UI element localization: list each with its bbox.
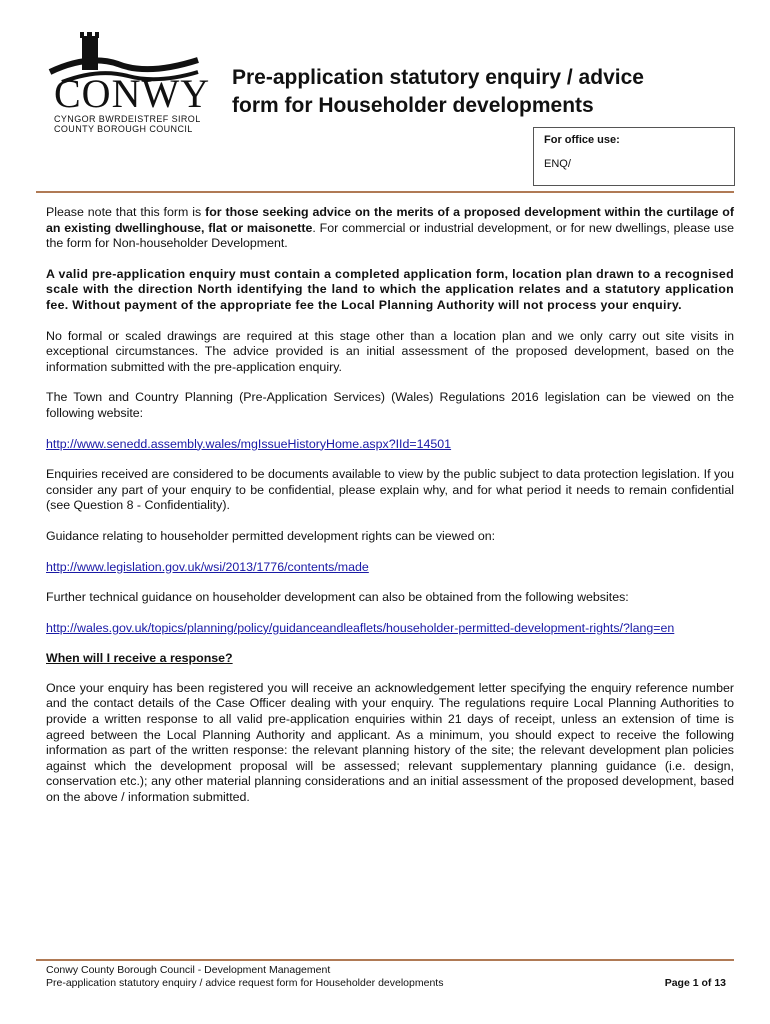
legislation-link[interactable]: http://www.legislation.gov.uk/wsi/2013/1776/contents/made [46, 559, 369, 574]
data-protection-paragraph: Enquiries received are considered to be documents available to view by the public subject to data protection legislation. If you consider any part of your enquiry to be confidential, please explain why, and for what period it needs to remain confidential (see Question 8 - Confidentiality). [46, 467, 734, 513]
title-line-2: form for Householder developments [232, 94, 594, 117]
response-heading: When will I receive a response? [46, 651, 233, 666]
council-logo [48, 30, 211, 140]
office-use-box [533, 127, 735, 186]
senedd-link[interactable]: http://www.senedd.assembly.wales/mgIssueHistoryHome.aspx?IId=14501 [46, 436, 452, 451]
header-divider [36, 191, 734, 193]
footer-divider [36, 959, 734, 961]
guidance-paragraph: Guidance relating to householder permitted development rights can be viewed on: [46, 528, 496, 543]
document-body [46, 205, 734, 821]
wales-gov-link[interactable]: http://wales.gov.uk/topics/planning/policy/guidanceandleaflets/householder-permitted-development-rights/?lang=en [46, 620, 675, 635]
page-footer [46, 964, 726, 990]
office-use-label: For office use: [544, 134, 620, 146]
logo-subtitle-english: COUNTY BOROUGH COUNCIL [54, 124, 193, 134]
logo-wordmark: CONWY [54, 71, 211, 116]
page-number: Page 1 of 13 [664, 977, 726, 989]
valid-enquiry-paragraph: A valid pre-application enquiry must contain a completed application form, location plan drawn to a recognised scale with the direction North identifying the land to which the application relates and a statutory application fee. Without payment of the appropriate fee the Local Planning Authority will not process your enquiry. [46, 266, 734, 312]
page-title [232, 64, 702, 120]
regulations-paragraph: The Town and Country Planning (Pre-Application Services) (Wales) Regulations 2016 legislation can be viewed on the following website: [46, 390, 734, 420]
response-paragraph: Once your enquiry has been registered you will receive an acknowledgement letter specifying the enquiry reference number and the contact details of the Case Officer dealing with your enquiry. The regulations require Local Planning Authorities to provide a written response to all valid pre-application enquiries within 21 days of receipt, unless an extension of time is agreed between the Local Planning Authority and applicant. As a minimum, you should expect to receive the following information as part of the written response: the relevant planning history of the site; the relevant development plan policies against which the development proposal will be assessed; relevant supplementary planning guidance (i.e. design, conservation etc.); any other material planning considerations and an initial assessment of the proposed development, based on the above / information submitted. [46, 680, 734, 805]
logo-subtitle-welsh: CYNGOR BWRDEISTREF SIROL [54, 114, 201, 124]
drawings-paragraph: No formal or scaled drawings are required at this stage other than a location plan and we only carry out site visits in exceptional circumstances. The advice provided is an initial assessment of the proposed development, based on the information submitted with the pre-application enquiry. [46, 328, 734, 374]
intro-text: Please note that this form is [46, 205, 206, 219]
title-line-1: Pre-application statutory enquiry / advice [232, 66, 644, 89]
footer-line-1: Conwy County Borough Council - Development Management [46, 964, 331, 976]
office-reference-field: ENQ/ [544, 158, 571, 170]
technical-guidance-paragraph: Further technical guidance on householder development can also be obtained from the following websites: [46, 590, 629, 605]
intro-text-end: . For commercial or industrial development, or for new dwellings, please use the form for Non-householder Development. [46, 220, 734, 251]
intro-paragraph [46, 205, 734, 252]
intro-emphasis: for those seeking advice on the merits of a proposed development within the curtilage of an existing dwellinghouse, flat or maisonette [46, 205, 735, 235]
footer-line-2: Pre-application statutory enquiry / advice request form for Householder developments [46, 977, 444, 989]
